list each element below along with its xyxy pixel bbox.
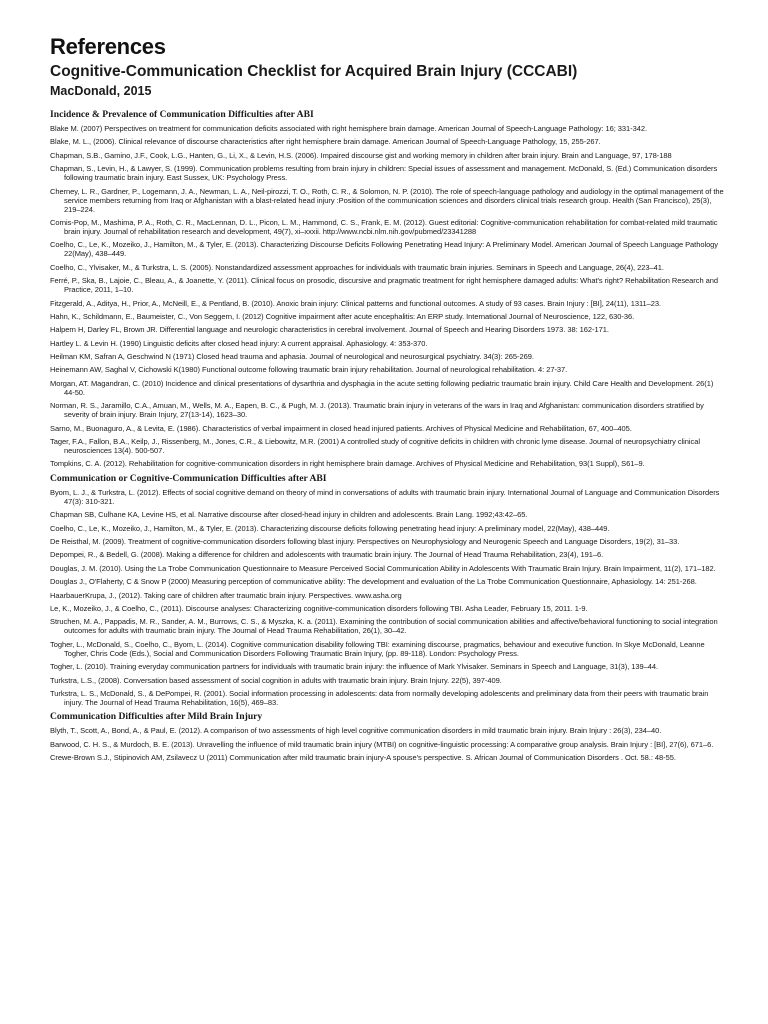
page-title: References <box>50 34 166 59</box>
reference-entry: Coelho, C., Le, K., Mozeiko, J., Hamilton, M., & Tyler, E. (2013). Characterizing discourse deficits following penetrating head injury: A preliminary model, 22(May), 438–449. <box>50 523 610 533</box>
reference-entry: Depompei, R., & Bedell, G. (2008). Making a difference for children and adolescents with traumatic brain injury. The Journal of Head Trauma Rehabilitation, 23(4), 191–6. <box>50 550 604 560</box>
reference-entry: Chapman SB, Culhane KA, Levine HS, et al. Narrative discourse after closed-head injury in children and adolescents. Brain Lang. 1992;43:42–65. <box>50 510 528 520</box>
reference-entry: Chapman, S.B., Gamino, J.F., Cook, L.G., Hanten, G., Li, X., & Levin, H.S. (2006). Impaired discourse gist and working memory in children after brain injury. Brain and Language, 97, 178-188 <box>50 150 672 160</box>
reference-entry: Halpern H, Darley FL, Brown JR. Differential language and neurologic characteristics in cerebral involvement. Journal of Speech and Hearing Disorders 1973. 38: 162-171. <box>50 325 609 335</box>
reference-entry: Morgan, AT. Magandran, C. (2010) Incidence and clinical presentations of dysarthria and dysphagia in the acute setting following pediatric traumatic brain injury. Child Care Health and Development. 26(1) 44-50. <box>50 378 714 397</box>
reference-entry: Le, K., Mozeiko, J., & Coelho, C., (2011). Discourse analyses: Characterizing cognitive-communication disorders following TBI. Asha Leader, February 15, 2011. 1-9. <box>50 603 588 613</box>
reference-entry: Cornis-Pop, M., Mashima, P. A., Roth, C. R., MacLennan, D. L., Picon, L. M., Hammond, C. S., Frank, E. M. (2012). Guest editorial: Cognitive-communication rehabilitation for combat-related mild traumatic brain injury. Journal of rehabilitation research and development, 49(7), xi–xxxii. http://www.ncbi.nlm.nih.gov/pubmed/23341288 <box>50 217 718 236</box>
reference-entry: Hartley L. & Levin H. (1990) Linguistic deficits after closed head injury: A current appraisal. Aphasiology. 4: 353-370. <box>50 338 428 348</box>
reference-entry: Fitzgerald, A., Aditya, H., Prior, A., McNeill, E., & Pentland, B. (2010). Anoxic brain injury: Clinical patterns and functional outcomes. A study of 93 cases. Brain Injury : [BI], 24(11), 1311–23. <box>50 298 662 308</box>
reference-entry: HaarbauerKrupa, J., (2012). Taking care of children after traumatic brain injury. Perspectives. www.asha.org <box>50 590 402 600</box>
reference-entry: Blake M. (2007) Perspectives on treatment for communication deficits associated with right hemisphere brain damage. American Journal of Speech-Language Pathology: 16; 331-342. <box>50 124 648 133</box>
section-heading: Incidence & Prevalence of Communication Difficulties after ABI <box>50 109 314 120</box>
reference-entry: Struchen, M. A., Pappadis, M. R., Sander, A. M., Burrows, C. S., & Myszka, K. a. (2011). Examining the contribution of social communication abilities and affective/behavioral functioning to social integration outcomes for adults with traumatic brain injury. The Journal of Head Trauma Rehabilitation, 26(1), 30–42. <box>50 617 718 636</box>
reference-entry: Tager, F.A., Fallon, B.A., Keilp, J., Rissenberg, M., Jones, C.R., & Liebowitz, M.R. (2001) A controlled study of cognitive deficits in children with chronic lyme disease. Journal of neuropsychiatry clinical neurosciences 13(4). 500-507. <box>50 437 700 456</box>
reference-entry: Crewe-Brown S.J., Stipinovich AM, Zsilavecz U (2011) Communication after mild traumatic brain injury-A spouse's perspective. S. African Journal of Communication Disorders . Oct. 58.: 48-55. <box>50 753 676 763</box>
author-line: MacDonald, 2015 <box>50 84 152 98</box>
reference-entry: Blake, M. L., (2006). Clinical relevance of discourse characteristics after right hemisphere brain damage. American Journal of Speech-Language Pathology, 15, 255-267. <box>50 137 601 147</box>
reference-entry: Norman, R. S., Jaramillo, C.A., Amuan, M., Wells, M. A., Eapen, B. C., & Pugh, M. J. (2013). Traumatic brain injury in veterans of the wars in Iraq and Afghanistan: communication disorders stratified by severity of brain injury. Brain Injury, 27(13-14), 1623–30. <box>50 401 704 420</box>
reference-entry: Tompkins, C. A. (2012). Rehabilitation for cognitive-communication disorders in right hemisphere brain damage. Archives of Physical Medicine and Rehabilitation, 93(1 Suppl), S61–9. <box>50 459 645 469</box>
reference-entry: Douglas J., O'Flaherty, C & Snow P (2000) Measuring perception of communicative ability: The development and evaluation of the La Trobe Communication Questionnaire, Aphasiology. 14: 251-268. <box>50 577 697 587</box>
reference-entry: Togher, L. (2010). Training everyday communication partners for individuals with traumatic brain injury: the influence of Mark Ylvisaker. Seminars in Speech and Language, 31(3), 139–44. <box>50 662 659 672</box>
reference-entry: Douglas, J. M. (2010). Using the La Trobe Communication Questionnaire to Measure Perceived Social Communication Ability in Adolescents With Traumatic Brain Injury. Brain Impairment, 11(2), 171–182. <box>50 563 716 573</box>
reference-entry: Turkstra, L. S., McDonald, S., & DePompei, R. (2001). Social information processing in adolescents: data from normally developing adolescents and preliminary data from their peers with traumatic brain injury. The Journal of Head Trauma Rehabilitation, 16(5), 469–83. <box>50 688 709 707</box>
reference-entry: Coelho, C., Le, K., Mozeiko, J., Hamilton, M., & Tyler, E. (2013). Characterizing Discourse Deficits Following Penetrating Head Injury: A Preliminary Model. American Journal of Speech Language Pathology 22(May), 438–449. <box>50 240 719 259</box>
reference-entry: Cherney, L. R., Gardner, P., Logemann, J. A., Newman, L. A., Neil-pirozzi, T. O., Roth, C. R., & Solomon, N. P. (2010). The role of speech-language pathology and audiology in the optimal management of the service members returning from Iraq or Afghanistan with a blast-related head injury :Position of the communication sciences and disorders clinical trials research group. Health (San Francisco), 25(3), 219–224. <box>50 186 724 214</box>
reference-list <box>50 106 724 766</box>
page-subtitle: Cognitive-Communication Checklist for Acquired Brain Injury (CCCABI) <box>50 63 578 80</box>
reference-entry: Heilman KM, Safran A, Geschwind N (1971) Closed head trauma and aphasia. Journal of neurological and neurosurgical psychiatry. 34(3): 265-269. <box>50 352 534 362</box>
section-heading: Communication Difficulties after Mild Brain Injury <box>50 711 263 723</box>
reference-entry: Blyth, T., Scott, A., Bond, A., & Paul, E. (2012). A comparison of two assessments of high level cognitive communication disorders in mild traumatic brain injury. Brain Injury : 26(3), 234–40. <box>50 726 662 736</box>
reference-entry: Coelho, C., Ylvisaker, M., & Turkstra, L. S. (2005). Nonstandardized assessment approaches for individuals with traumatic brain injuries. Seminars in Speech and Language, 26(4), 223–41. <box>50 262 664 272</box>
reference-entry: Ferré, P., Ska, B., Lajoie, C., Bleau, A., & Joanette, Y. (2011). Clinical focus on prosodic, discursive and pragmatic treatment for right hemisphere damaged adults: What's right? Rehabilitation Research and Practice, 2011, 1–10. <box>50 276 718 295</box>
reference-entry: Barwood, C. H. S., & Murdoch, B. E. (2013). Unravelling the influence of mild traumatic brain injury (MTBI) on cognitive-linguistic processing: A comparative group analysis. Brain Injury : [BI], 27(6), 671–6. <box>50 739 714 749</box>
reference-entry: De Reisthal, M. (2009). Treatment of cognitive-communication disorders following blast injury. Perspectives on Neurophysiology and Neurogenic Speech and Language Disorders, 19(2), 31–33. <box>50 536 680 546</box>
reference-entry: Togher, L., McDonald, S., Coelho, C., Byom, L. (2014). Cognitive communication disability following TBI: examining discourse, pragmatics, behaviour and executive function. In Skye McDonald, Leanne Togher, Chris Code (Eds.), Social and Communication Disorders Following Traumatic Brain Injury, (pp. 89-118). London: Psychology Press. <box>50 639 705 658</box>
reference-entry: Turkstra, L.S., (2008). Conversation based assessment of social cognition in adults with traumatic brain injury. Brain Injury. 22(5), 397-409. <box>50 675 502 685</box>
reference-entry: Sarno, M., Buonaguro, A., & Levita, E. (1986). Characteristics of verbal impairment in closed head injured patients. Archives of Physical Medicine and Rehabilitation, 67, 400–405. <box>50 423 632 433</box>
reference-entry: Hahn, K., Schildmann, E., Baumeister, C., Von Seggern, I. (2012) Cognitive impairment after acute encephalitis: An ERP study. International Journal of Neuroscience, 122, 630-36. <box>50 311 635 321</box>
reference-entry: Byom, L. J., & Turkstra, L. (2012). Effects of social cognitive demand on theory of mind in conversations of adults with traumatic brain injury. International Journal of Language and Communication Disorders 47(3): 310-321. <box>50 487 720 506</box>
reference-entry: Heinemann AW, Saghal V, Cichowski K(1980) Functional outcome following traumatic brain injury rehabilitation. Journal of neurological rehabilitation. 4: 27-37. <box>50 365 568 375</box>
section-heading: Communication or Cognitive-Communication Difficulties after ABI <box>50 472 327 484</box>
reference-entry: Chapman, S., Levin, H., & Lawyer, S. (1999). Communication problems resulting from brain injury in children: Special issues of assessment and management. McDonald, S. (Ed.) Communication disorders following traumatic brain injury. East Sussex, UK: Psychology Press. <box>50 164 718 183</box>
